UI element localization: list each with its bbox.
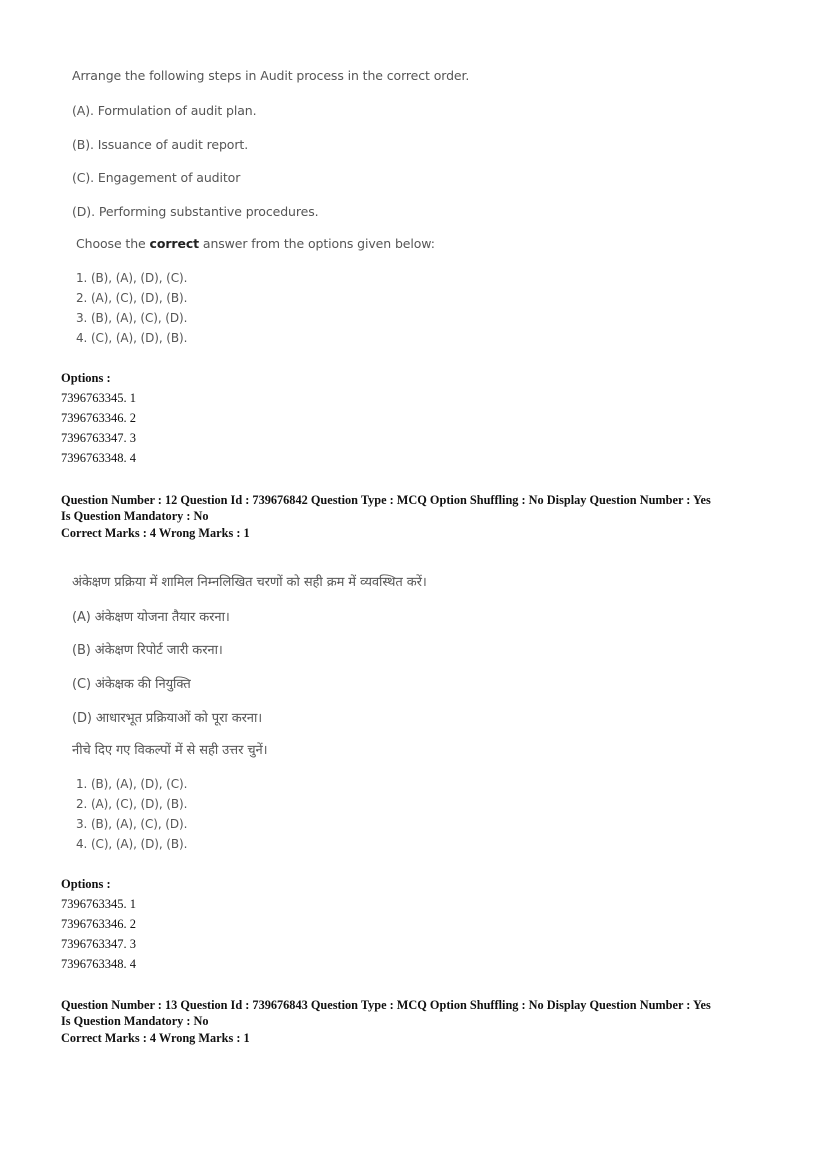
question-marks: Correct Marks : 4 Wrong Marks : 1 xyxy=(61,526,250,540)
option-row: 7396763346. 2 xyxy=(61,411,136,425)
option-row: 7396763345. 1 xyxy=(61,897,136,911)
question-prompt: अंकेक्षण प्रक्रिया में शामिल निम्नलिखित चरणों को सही क्रम में व्यवस्थित करें। xyxy=(72,575,427,590)
options-label: Options : xyxy=(61,371,111,385)
answer-choice: 3. (B), (A), (C), (D). xyxy=(76,311,188,325)
question-meta-line: Question Number : 12 Question Id : 739676842 Question Type : MCQ Option Shuffling : No Display Question Number : Yes xyxy=(61,493,711,507)
choose-instruction: Choose the correct answer from the options given below: xyxy=(76,236,435,251)
option-row: 7396763348. 4 xyxy=(61,451,136,465)
choose-instruction: नीचे दिए गए विकल्पों में से सही उत्तर चुनें। xyxy=(72,743,268,758)
option-row: 7396763346. 2 xyxy=(61,917,136,931)
step-item: (A). Formulation of audit plan. xyxy=(72,103,257,118)
answer-choice: 3. (B), (A), (C), (D). xyxy=(76,817,188,831)
step-item: (B). Issuance of audit report. xyxy=(72,137,249,152)
step-item: (C). Engagement of auditor xyxy=(72,170,241,185)
answer-choice: 4. (C), (A), (D), (B). xyxy=(76,837,188,851)
question-marks: Correct Marks : 4 Wrong Marks : 1 xyxy=(61,1031,250,1045)
option-row: 7396763347. 3 xyxy=(61,937,136,951)
question-mandatory: Is Question Mandatory : No xyxy=(61,509,209,523)
answer-choice: 4. (C), (A), (D), (B). xyxy=(76,331,188,345)
question-meta-line: Question Number : 13 Question Id : 739676843 Question Type : MCQ Option Shuffling : No Display Question Number : Yes xyxy=(61,998,711,1012)
step-item: (A) अंकेक्षण योजना तैयार करना। xyxy=(72,610,230,625)
step-item: (D) आधारभूत प्रक्रियाओं को पूरा करना। xyxy=(72,711,263,726)
option-row: 7396763345. 1 xyxy=(61,391,136,405)
answer-choice: 1. (B), (A), (D), (C). xyxy=(76,271,188,285)
options-label: Options : xyxy=(61,877,111,891)
step-item: (C) अंकेक्षक की नियुक्ति xyxy=(72,677,191,692)
answer-choice: 2. (A), (C), (D), (B). xyxy=(76,291,188,305)
step-item: (B) अंकेक्षण रिपोर्ट जारी करना। xyxy=(72,643,223,658)
option-row: 7396763348. 4 xyxy=(61,957,136,971)
question-prompt: Arrange the following steps in Audit process in the correct order. xyxy=(72,68,470,83)
question-mandatory: Is Question Mandatory : No xyxy=(61,1014,209,1028)
option-row: 7396763347. 3 xyxy=(61,431,136,445)
answer-choice: 2. (A), (C), (D), (B). xyxy=(76,797,188,811)
answer-choice: 1. (B), (A), (D), (C). xyxy=(76,777,188,791)
step-item: (D). Performing substantive procedures. xyxy=(72,204,319,219)
